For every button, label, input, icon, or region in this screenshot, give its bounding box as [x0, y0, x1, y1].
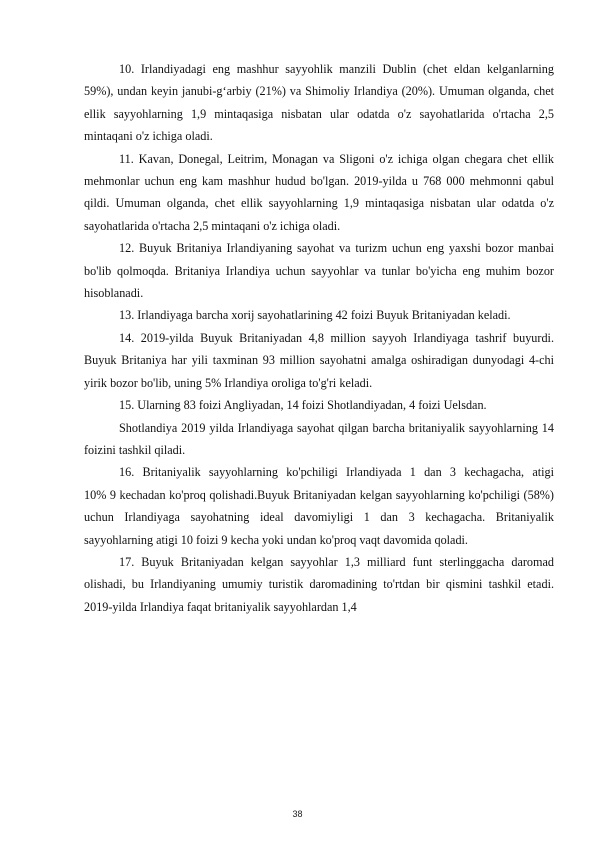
paragraph-17: 17. Buyuk Britaniyadan kelgan sayyohlar 1,3 milliard funt sterlinggacha daromad olishadi, bu Irlandiyaning umumiy turistik daromadining to'rtdan bir qismini tashkil etadi. 2019-yilda Irlandiya faqat britaniyalik sayyohlardan 1,4 [84, 554, 554, 614]
paragraph-10: 10. Irlandiyadagi eng mashhur sayyohlik manzili Dublin (chet eldan kelganlarning 59%), undan keyin janubi-g‘arbiy (21%) va Shimoliy Irlandiya (20%). Umuman olganda, chet ellik sayyohlarning 1,9 mintaqasiga nisbatan ular odatda o'z sayohatlarida o'rtacha 2,5 mintaqani o'z ichiga oladi. [84, 62, 554, 144]
page-number: 38 [292, 809, 303, 819]
paragraph-15: 15. Ularning 83 foizi Angliyadan, 14 foizi Shotlandiyadan, 4 foizi Uelsdan. [119, 398, 487, 413]
paragraph-16: 16. Britaniyalik sayyohlarning ko'pchiligi Irlandiyada 1 dan 3 kechagacha, atigi 10% 9 kechadan ko'proq qolishadi.Buyuk Britaniyadan kelgan sayyohlarning ko'pchiligi (58%) uchun Irlandiyaga sayohatning ideal davomiyligi 1 dan 3 kechagacha. Britaniyalik sayyohlarning atigi 10 foizi 9 kecha yoki undan ko'proq vaqt davomida qoladi. [84, 465, 591, 547]
paragraph-14: 14. 2019-yilda Buyuk Britaniyadan 4,8 million sayyoh Irlandiyaga tashrif buyurdi. Buyuk Britaniya har yili taxminan 93 million sayohatni amalga oshiradigan dunyodagi 4-chi yirik bozor bo'lib, uning 5% Irlandiya oroliga to'g'ri keladi. [84, 330, 554, 390]
paragraph-11: 11. Kavan, Donegal, Leitrim, Monagan va Sligoni o'z ichiga olgan chegara chet ellik mehmonlar uchun eng kam mashhur hudud bo'lgan. 2019-yilda u 768 000 mehmonni qabul qildi. Umuman olganda, chet ellik sayyohlarning 1,9 mintaqasiga nisbatan ular odatda o'z sayohatlarida o'rtacha 2,5 mintaqani o'z ichiga oladi. [84, 151, 554, 233]
paragraph-13: 13. Irlandiyaga barcha xorij sayohatlarining 42 foizi Buyuk Britaniyadan keladi. [119, 308, 511, 323]
document-page [84, 58, 591, 618]
paragraph-scotland: Shotlandiya 2019 yilda Irlandiyaga sayohat qilgan barcha britaniyalik sayyohlarning 14 foizini tashkil qiladi. [84, 420, 554, 457]
paragraph-12: 12. Buyuk Britaniya Irlandiyaning sayohat va turizm uchun eng yaxshi bozor manbai bo'lib qolmoqda. Britaniya Irlandiya uchun sayyohlar va tunlar bo'yicha eng muhim bozor hisoblanadi. [84, 241, 554, 301]
